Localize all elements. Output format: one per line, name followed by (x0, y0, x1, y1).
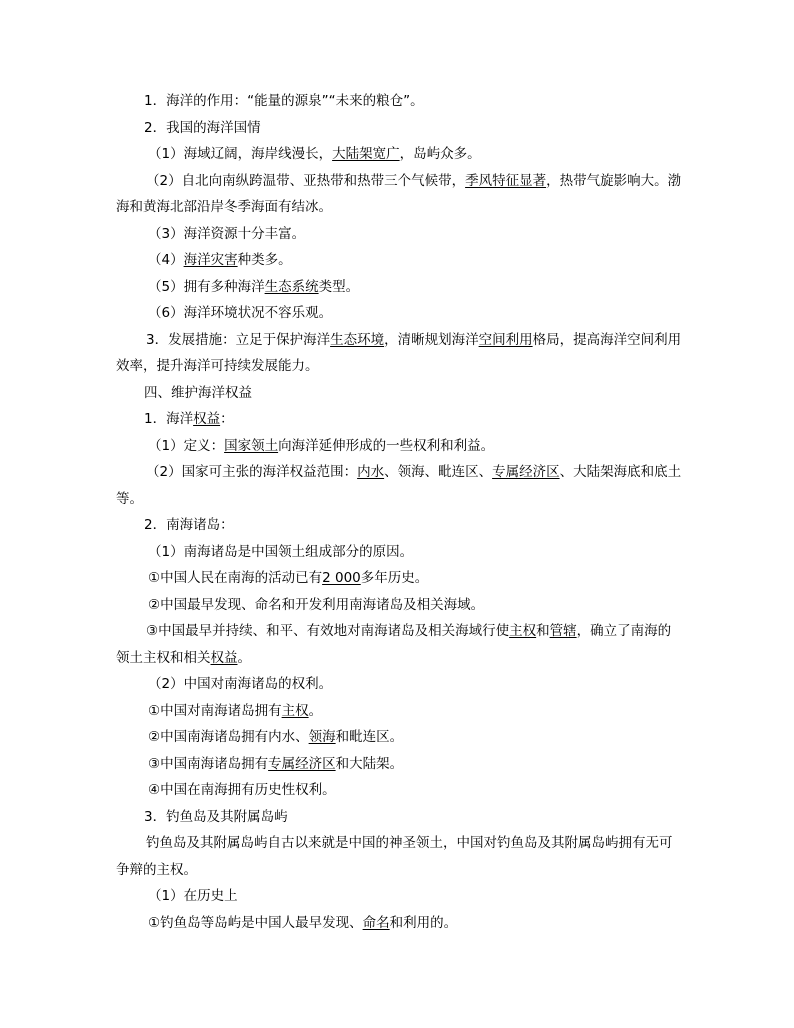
diaoyu-islands-heading: 3．钓鱼岛及其附属岛屿 (144, 808, 288, 825)
rights-item-3: ③中国南海诸岛拥有专属经济区和大陆架。 (148, 755, 404, 772)
rights-definition: （1）定义：国家领土向海洋延伸形成的一些权利和利益。 (148, 437, 495, 454)
rights-scope: （2）国家可主张的海洋权益范围：内水、领海、毗连区、专属经济区、大陆架海底和底土等。 (116, 464, 682, 507)
reason-item-3: ③中国最早并持续、和平、有效地对南海诸岛及相关海域行使主权和管辖，确立了南海的领土主权和相关权益。 (116, 623, 672, 666)
islands-reason-heading: （1）南海诸岛是中国领土组成部分的原因。 (148, 543, 414, 560)
section-heading-rights: 四、维护海洋权益 (144, 384, 252, 401)
islands-rights-heading: （2）中国对南海诸岛的权利。 (148, 676, 333, 692)
situation-item-6: （6）海洋环境状况不容乐观。 (148, 305, 333, 321)
china-ocean-situation-heading: 2．我国的海洋国情 (144, 119, 261, 136)
situation-item-2: （2）自北向南纵跨温带、亚热带和热带三个气候带，季风特征显著，热带气旋影响大。渤海和黄海北部沿岸冬季海面有结冰。 (116, 172, 682, 215)
history-heading: （1）在历史上 (148, 888, 238, 904)
reason-item-2: ②中国最早发现、命名和开发利用南海诸岛及相关海域。 (148, 596, 485, 613)
rights-item-1: ①中国对南海诸岛拥有主权。 (148, 702, 323, 719)
south-sea-islands-heading: 2．南海诸岛： (144, 517, 234, 533)
situation-item-3: （3）海洋资源十分丰富。 (148, 225, 306, 242)
situation-item-1: （1）海域辽阔，海岸线漫长，大陆架宽广，岛屿众多。 (148, 146, 481, 162)
rights-item-4: ④中国在南海拥有历史性权利。 (148, 782, 336, 798)
diaoyu-sovereignty-paragraph: 钓鱼岛及其附属岛屿自古以来就是中国的神圣领土，中国对钓鱼岛及其附属岛屿拥有无可争辩的主权。 (116, 835, 673, 878)
situation-item-4: （4）海洋灾害种类多。 (148, 252, 292, 268)
situation-item-5: （5）拥有多种海洋生态系统类型。 (148, 278, 360, 295)
ocean-rights-heading: 1．海洋权益： (144, 411, 234, 427)
ocean-role-line: 1．海洋的作用：“能量的源泉”“未来的粮仓”。 (144, 93, 424, 109)
document-body (116, 88, 682, 936)
rights-item-2: ②中国南海诸岛拥有内水、领海和毗连区。 (148, 729, 404, 745)
history-item-1: ①钓鱼岛等岛屿是中国人最早发现、命名和利用的。 (148, 914, 458, 931)
reason-item-1: ①中国人民在南海的活动已有2 000多年历史。 (148, 570, 429, 586)
development-measures: 3．发展措施：立足于保护海洋生态环境，清晰规划海洋空间利用格局，提高海洋空间利用效率，提升海洋可持续发展能力。 (116, 331, 682, 374)
